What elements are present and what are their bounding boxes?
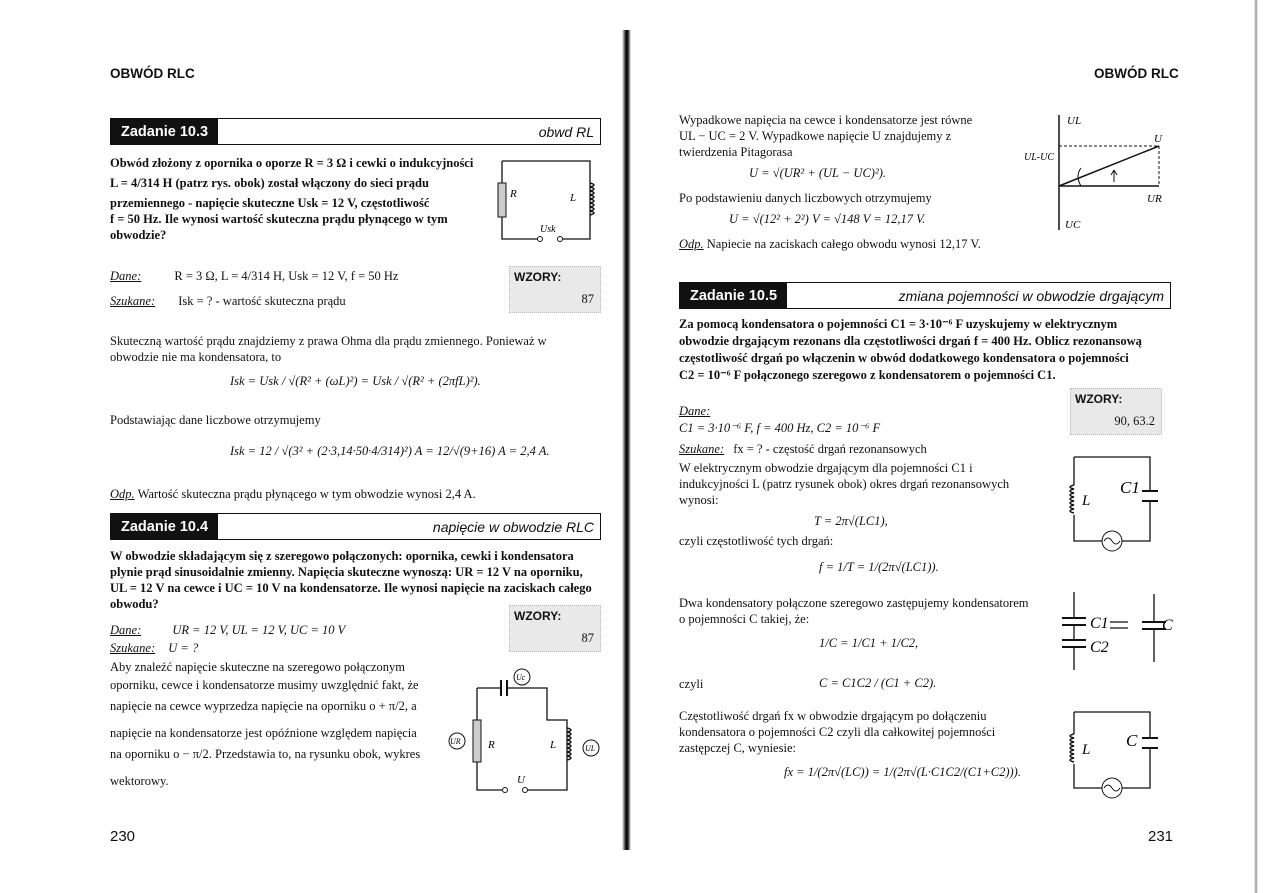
- text-line: o pojemności C takiej, że:: [679, 612, 810, 626]
- task-problem-10-3: [110, 155, 490, 243]
- odp-label: Odp.: [110, 487, 135, 501]
- problem-line: L = 4/314 H (patrz rys. obok) został włączony do sieci prądu: [110, 176, 429, 190]
- dane-row: [110, 268, 398, 284]
- label-C1: C1: [1120, 478, 1140, 497]
- wzory-box: [509, 605, 601, 652]
- label-R: R: [488, 739, 495, 751]
- wzory-box: [509, 266, 601, 313]
- text-line: zastępczej C, wyniesie:: [679, 741, 796, 755]
- left-page: [0, 0, 625, 893]
- label-UR: UR: [1147, 193, 1162, 205]
- szukane-row: [110, 293, 346, 309]
- dane-label: Dane:: [110, 269, 142, 283]
- szukane-value: U = ?: [168, 641, 199, 655]
- szukane-value: Isk = ? - wartość skuteczna prądu: [178, 294, 346, 308]
- text-line: Dwa kondensatory połączone szeregowo zastępujemy kondensatorem: [679, 596, 1029, 610]
- formula-u-result: U = √(12² + 2²) V = √148 V = 12,17 V.: [729, 212, 926, 226]
- explanation-10-4: [110, 659, 455, 790]
- problem-line: plynie prąd sinusoidalnie zmienny. Napięcia skuteczne wynoszą: UR = 12 V na oporniku,: [110, 565, 583, 579]
- continuation-text: [679, 112, 1019, 160]
- text-line: Skuteczną wartość prądu znajdziemy z prawa Ohma dla prądu zmiennego. Ponieważ w: [110, 334, 547, 348]
- text-line: UL − UC = 2 V. Wypadkowe napięcie U znajdujemy z: [679, 129, 952, 143]
- formula-period: T = 2π√(LC1),: [814, 514, 888, 528]
- lc-circuit-diagram-1: [1062, 455, 1172, 545]
- label-C2: C2: [1090, 639, 1109, 656]
- formula-series-c: 1/C = 1/C1 + 1/C2,: [819, 636, 919, 650]
- formula-fx: fx = 1/(2π√(LC)) = 1/(2π√(L·C1C2/(C1+C2))).: [784, 765, 1021, 779]
- task-title: obwd RL: [538, 123, 594, 140]
- explanation-10-3: [110, 333, 602, 365]
- wzory-label: WZORY:: [514, 609, 562, 623]
- wzory-value: 87: [581, 631, 594, 645]
- task-header-10-3: [110, 118, 601, 145]
- page-number: 230: [110, 828, 136, 845]
- page-header: OBWÓD RLC: [110, 66, 195, 81]
- dane-row: [110, 622, 345, 638]
- dane-label: Dane:: [679, 404, 711, 418]
- szukane-row: [679, 441, 927, 457]
- formula-ohm: Isk = Usk / √(R² + (ωL)²) = Usk / √(R² + (2πfL)²).: [230, 374, 481, 388]
- label-Usk: Usk: [540, 224, 556, 235]
- task-label: Zadanie 10.3: [111, 119, 218, 144]
- text-line: czyli częstotliwość tych drgań:: [679, 534, 834, 548]
- task-title: napięcie w obwodzie RLC: [432, 518, 594, 535]
- problem-line: obwodu?: [110, 597, 159, 611]
- task-problem-10-4: [110, 548, 605, 612]
- problem-line: C2 = 10⁻⁶ F połączonego szeregowo z kondensatorem o pojemności C1.: [679, 368, 1056, 382]
- text-line: napięcie na cewce wyprzedza napięcie na oporniku o + π/2, a: [110, 699, 417, 713]
- szukane-label: Szukane:: [110, 641, 156, 655]
- label-L: L: [1082, 493, 1091, 509]
- text-line: wektorowy.: [110, 773, 169, 788]
- dane-label: Dane:: [110, 623, 142, 637]
- text-line: twierdzenia Pitagorasa: [679, 145, 793, 159]
- label-UL: UL: [1067, 115, 1082, 127]
- formula-frequency: f = 1/T = 1/(2π√(LC1)).: [819, 560, 939, 574]
- odp-text: Napiecie na zaciskach całego obwodu wynosi 12,17 V.: [706, 237, 981, 251]
- czyli-text: czyli: [679, 677, 704, 691]
- formula-c-equivalent: C = C1C2 / (C1 + C2).: [819, 676, 937, 690]
- wzory-value: 90, 63.2: [1114, 414, 1155, 428]
- task-label: Zadanie 10.4: [111, 514, 218, 539]
- odp-row: [110, 486, 476, 502]
- page-header: OBWÓD RLC: [1094, 66, 1179, 81]
- text-line: wynosi:: [679, 493, 719, 507]
- label-C1: C1: [1090, 615, 1109, 632]
- explanation-10-5b: [679, 595, 1079, 627]
- label-U: U: [517, 774, 525, 786]
- task-header-10-5: [679, 282, 1171, 309]
- text-line: W elektrycznym obwodzie drgającym dla pojemności C1 i: [679, 461, 973, 475]
- explanation-10-5a: [679, 460, 1064, 508]
- subst-text: Po podstawieniu danych liczbowych otrzymujemy: [679, 191, 932, 205]
- label-R: R: [510, 188, 517, 200]
- label-UL-UC: UL-UC: [1024, 152, 1055, 163]
- formula-pythagoras: U = √(UR² + (UL − UC)²).: [749, 166, 886, 180]
- lc-circuit-diagram-2: [1062, 710, 1172, 800]
- problem-line: Za pomocą kondensatora o pojemności C1 = 3·10⁻⁶ F uzyskujemy w elektrycznym: [679, 317, 1118, 331]
- dane-label-row: [679, 403, 710, 419]
- problem-line: Obwód złożony z opornika o oporze R = 3 Ω i cewki o indukcyjności: [110, 156, 474, 170]
- wzory-label: WZORY:: [514, 270, 562, 284]
- text-line: Wypadkowe napięcia na cewce i kondensatorze jest równe: [679, 113, 973, 127]
- text-line: Częstotliwość drgań fx w obwodzie drgającym po dołączeniu: [679, 709, 987, 723]
- odp-label: Odp.: [679, 237, 704, 251]
- label-UR: UR: [450, 737, 461, 746]
- rl-circuit-diagram: [500, 157, 600, 247]
- wzory-value: 87: [581, 292, 594, 306]
- szukane-row: [110, 640, 198, 656]
- dane-value: R = 3 Ω, L = 4/314 H, Usk = 12 V, f = 50 Hz: [174, 269, 399, 283]
- dane-value: C1 = 3·10⁻⁶ F, f = 400 Hz, C2 = 10⁻⁶ F: [679, 421, 881, 435]
- label-L: L: [1082, 742, 1091, 758]
- task-header-10-4: [110, 513, 601, 540]
- label-C: C: [1162, 617, 1173, 634]
- label-U: U: [1154, 133, 1162, 145]
- text-line: indukcyjności L (patrz rysunek obok) okres drgań rezonansowych: [679, 477, 1010, 491]
- page-number: 231: [1148, 828, 1174, 845]
- right-page: [634, 0, 1263, 893]
- problem-line: obwodzie drgającym rezonans dla częstotliwości drgań f = 400 Hz. Oblicz rezonansową: [679, 334, 1142, 348]
- odp-row: [679, 236, 981, 252]
- phasor-diagram: [1019, 110, 1169, 240]
- text-line: obwodzie nie ma kondensatora, to: [110, 350, 282, 364]
- dane-value: UR = 12 V, UL = 12 V, UC = 10 V: [172, 623, 346, 637]
- task-title: zmiana pojemności w obwodzie drgającym: [898, 287, 1164, 304]
- text-line: napięcie na kondensatorze jest opóźnione względem napięcia: [110, 725, 417, 740]
- problem-line: częstotliwość drgań po włączenin w obwód dodatkowego kondensatora o pojemności: [679, 351, 1129, 365]
- label-Uc: Uc: [516, 673, 526, 682]
- text-line: na oporniku o − π/2. Przedstawia to, na rysunku obok, wykres: [110, 747, 421, 761]
- explanation-10-5c: [679, 708, 1069, 756]
- szukane-label: Szukane:: [679, 442, 725, 456]
- label-L: L: [570, 192, 577, 204]
- problem-line: przemiennego - napięcie skuteczne Usk = 12 V, częstotliwość: [110, 196, 430, 210]
- wzory-box: [1070, 388, 1162, 435]
- text-line: oporniku, cewce i kondensatorze musimy uwzględnić fakt, że: [110, 677, 419, 692]
- problem-line: W obwodzie składającym się z szeregowo połączonych: opornika, cewki i kondensatora: [110, 549, 574, 563]
- szukane-label: Szukane:: [110, 294, 156, 308]
- label-L: L: [550, 739, 557, 751]
- szukane-value: fx = ? - częstość drgań rezonansowych: [733, 442, 927, 456]
- formula-isk: Isk = 12 / √(3² + (2·3,14·50·4/314)²) A = 12/√(9+16) A = 2,4 A.: [230, 444, 550, 458]
- text-line: Aby znaleźć napięcie skuteczne na szeregowo połączonym: [110, 660, 405, 674]
- task-problem-10-5: [679, 316, 1177, 384]
- problem-line: obwodzie?: [110, 228, 167, 242]
- label-UC: UC: [1065, 219, 1081, 231]
- odp-text: Wartość skuteczna prądu płynącego w tym obwodzie wynosi 2,4 A.: [137, 487, 476, 501]
- problem-line: f = 50 Hz. Ile wynosi wartość skuteczna prądu płynącego w tym: [110, 212, 448, 226]
- label-C: C: [1126, 731, 1138, 750]
- capacitor-equivalence-diagram: [1054, 592, 1174, 672]
- task-label: Zadanie 10.5: [680, 283, 787, 308]
- subst-text: Podstawiając dane liczbowe otrzymujemy: [110, 413, 321, 427]
- rlc-circuit-diagram: [450, 668, 605, 798]
- text-line: kondensatora o pojemności C2 czyli dla całkowitej pojemności: [679, 725, 996, 739]
- label-UL: UL: [585, 744, 596, 753]
- problem-line: UL = 12 V na cewce i UC = 10 V na kondensatorze. Ile wynosi napięcie na zaciskach całego: [110, 581, 592, 595]
- wzory-label: WZORY:: [1075, 392, 1123, 406]
